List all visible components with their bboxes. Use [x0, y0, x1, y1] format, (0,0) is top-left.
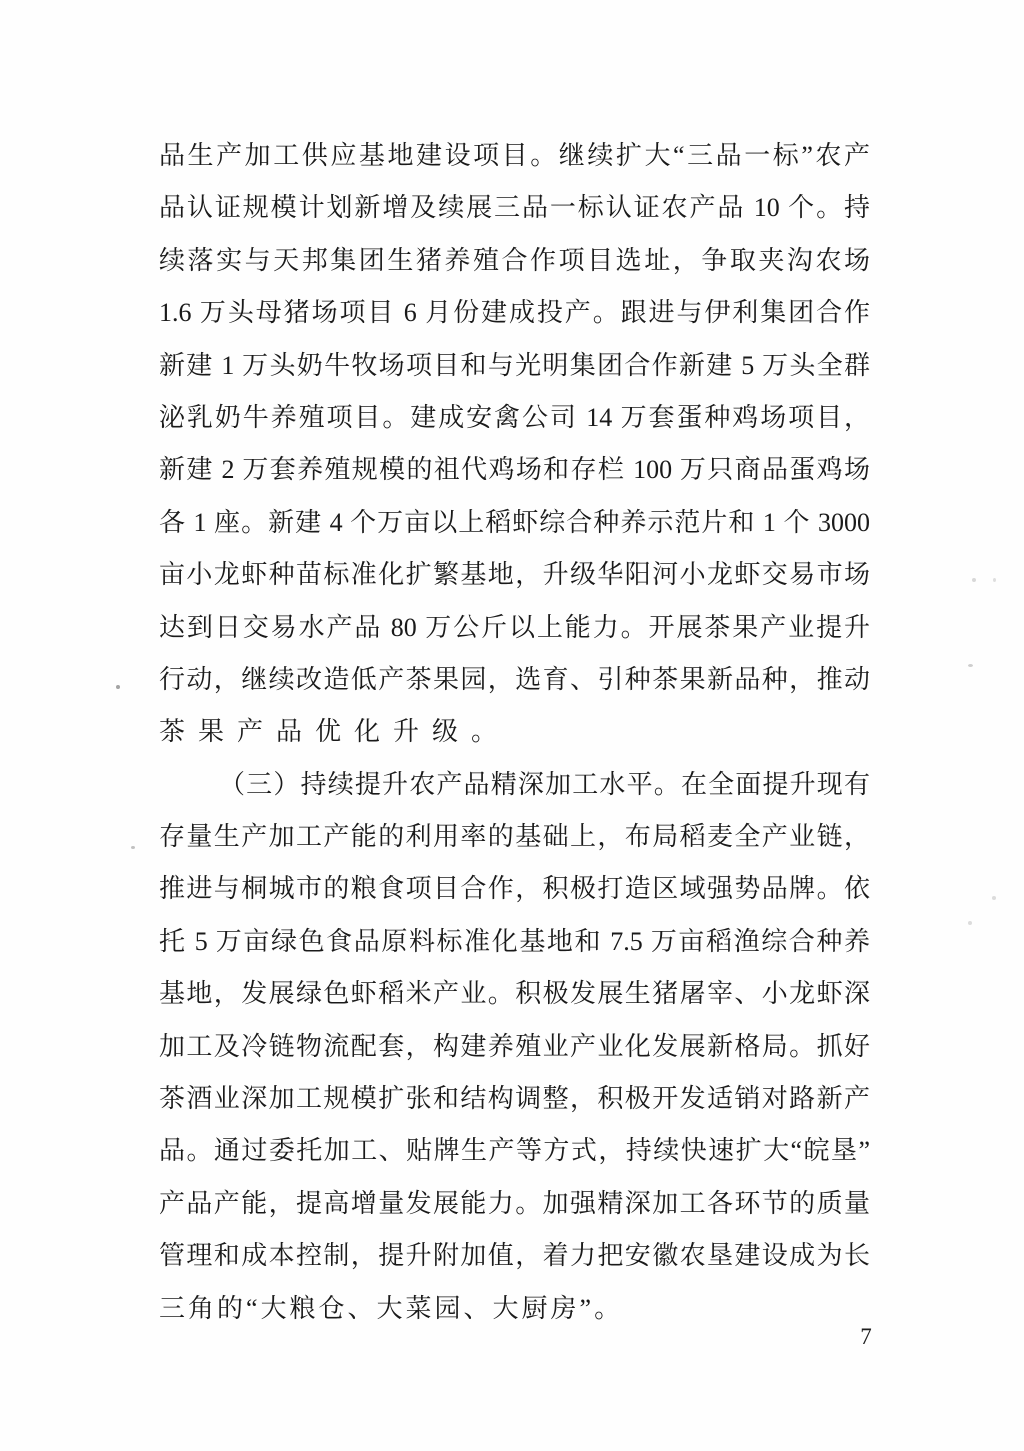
text-line: 管理和成本控制，提升附加值，着力把安徽农垦建设成为长 — [159, 1241, 870, 1271]
text-line: 行动，继续改造低产茶果园，选育、引种茶果新品种，推动 — [159, 664, 870, 694]
text-line: 亩小龙虾种苗标准化扩繁基地，升级华阳河小龙虾交易市场 — [159, 560, 870, 590]
text-line: 新建 2 万套养殖规模的祖代鸡场和存栏 100 万只商品蛋鸡场 — [159, 455, 870, 485]
scan-speck — [993, 578, 996, 582]
text-line: 1.6 万头母猪场项目 6 月份建成投产。跟进与伊利集团合作 — [159, 298, 870, 328]
scan-speck — [116, 685, 120, 689]
text-line: 茶酒业深加工规模扩张和结构调整，积极开发适销对路新产 — [159, 1084, 870, 1114]
text-line: 泌乳奶牛养殖项目。建成安禽公司 14 万套蛋种鸡场项目， — [159, 402, 870, 432]
paragraph-last-line: 茶果产品优化升级。 — [159, 717, 511, 747]
text-line: 续落实与天邦集团生猪养殖合作项目选址，争取夹沟农场 — [159, 245, 870, 275]
body-text — [159, 130, 870, 1335]
text-line: 产品产能，提高增量发展能力。加强精深加工各环节的质量 — [159, 1188, 870, 1218]
paragraph-last-line: 三角的“大粮仓、大菜园、大厨房”。 — [159, 1293, 624, 1323]
scan-speck — [992, 896, 996, 900]
text-line: 推进与桐城市的粮食项目合作，积极打造区域强势品牌。依 — [159, 874, 870, 904]
text-line: 品认证规模计划新增及续展三品一标认证农产品 10 个。持 — [159, 193, 870, 223]
paragraph-first-line: （三）持续提升农产品精深加工水平。在全面提升现有 — [219, 769, 870, 799]
scan-speck — [968, 921, 972, 925]
text-line: 基地，发展绿色虾稻米产业。积极发展生猪屠宰、小龙虾深 — [159, 979, 870, 1009]
text-line: 各 1 座。新建 4 个万亩以上稻虾综合种养示范片和 1 个 3000 — [159, 507, 870, 537]
scan-speck — [972, 578, 976, 582]
scan-speck — [131, 846, 135, 849]
text-line: 品。通过委托加工、贴牌生产等方式，持续快速扩大“皖垦” — [159, 1136, 870, 1166]
text-line: 品生产加工供应基地建设项目。继续扩大“三品一标”农产 — [159, 141, 870, 170]
text-line: 加工及冷链物流配套，构建养殖业产业化发展新格局。抓好 — [159, 1031, 870, 1061]
text-line: 达到日交易水产品 80 万公斤以上能力。开展茶果产业提升 — [159, 612, 870, 642]
page-number: 7 — [860, 1324, 872, 1349]
text-line: 存量生产加工产能的利用率的基础上，布局稻麦全产业链， — [159, 822, 870, 852]
text-line: 新建 1 万头奶牛牧场项目和与光明集团合作新建 5 万头全群 — [159, 350, 870, 380]
scan-speck — [968, 664, 973, 667]
text-line: 托 5 万亩绿色食品原料标准化基地和 7.5 万亩稻渔综合种养 — [159, 926, 870, 956]
